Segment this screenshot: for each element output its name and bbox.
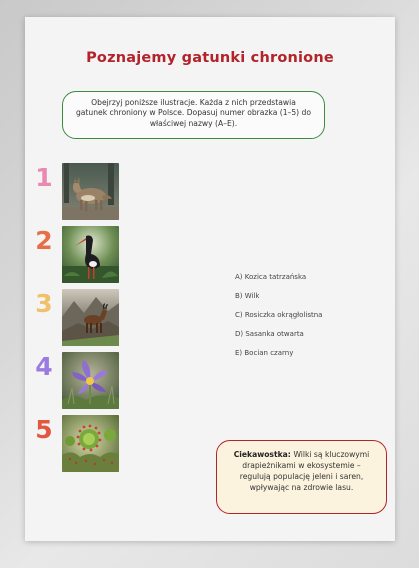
number-2: 2 [35, 226, 53, 255]
page-title: Poznajemy gatunki chronione [86, 50, 334, 66]
fun-fact-label: Ciekawostka: [233, 450, 294, 459]
chamois-image [62, 289, 119, 346]
fun-fact-box [216, 440, 387, 514]
option-c: C) Rosiczka okrągłolistna [235, 311, 323, 319]
number-5: 5 [35, 415, 53, 444]
number-4: 4 [35, 352, 53, 381]
black-stork-image [62, 226, 119, 283]
option-e: E) Bocian czarny [235, 349, 294, 357]
option-a: A) Kozica tatrzańska [235, 273, 307, 281]
pasqueflower-image [62, 352, 119, 409]
wolf-image [62, 163, 119, 220]
fun-fact-text: Wilki są kluczowymi drapieżnikami w ekosystemie – regulują populację jeleni i saren, wpływając na zdrowie lasu. [239, 450, 370, 492]
worksheet-page [25, 17, 395, 541]
number-1: 1 [35, 163, 53, 192]
sundew-image [62, 415, 119, 472]
number-3: 3 [35, 289, 53, 318]
option-b: B) Wilk [235, 292, 260, 300]
instructions-box: Obejrzyj poniższe ilustracje. Każda z nich przedstawia gatunek chroniony w Polsce. Dopasuj numer obrazka (1–5) do właściwej nazwy (A–E). [62, 91, 325, 139]
option-d: D) Sasanka otwarta [235, 330, 304, 338]
